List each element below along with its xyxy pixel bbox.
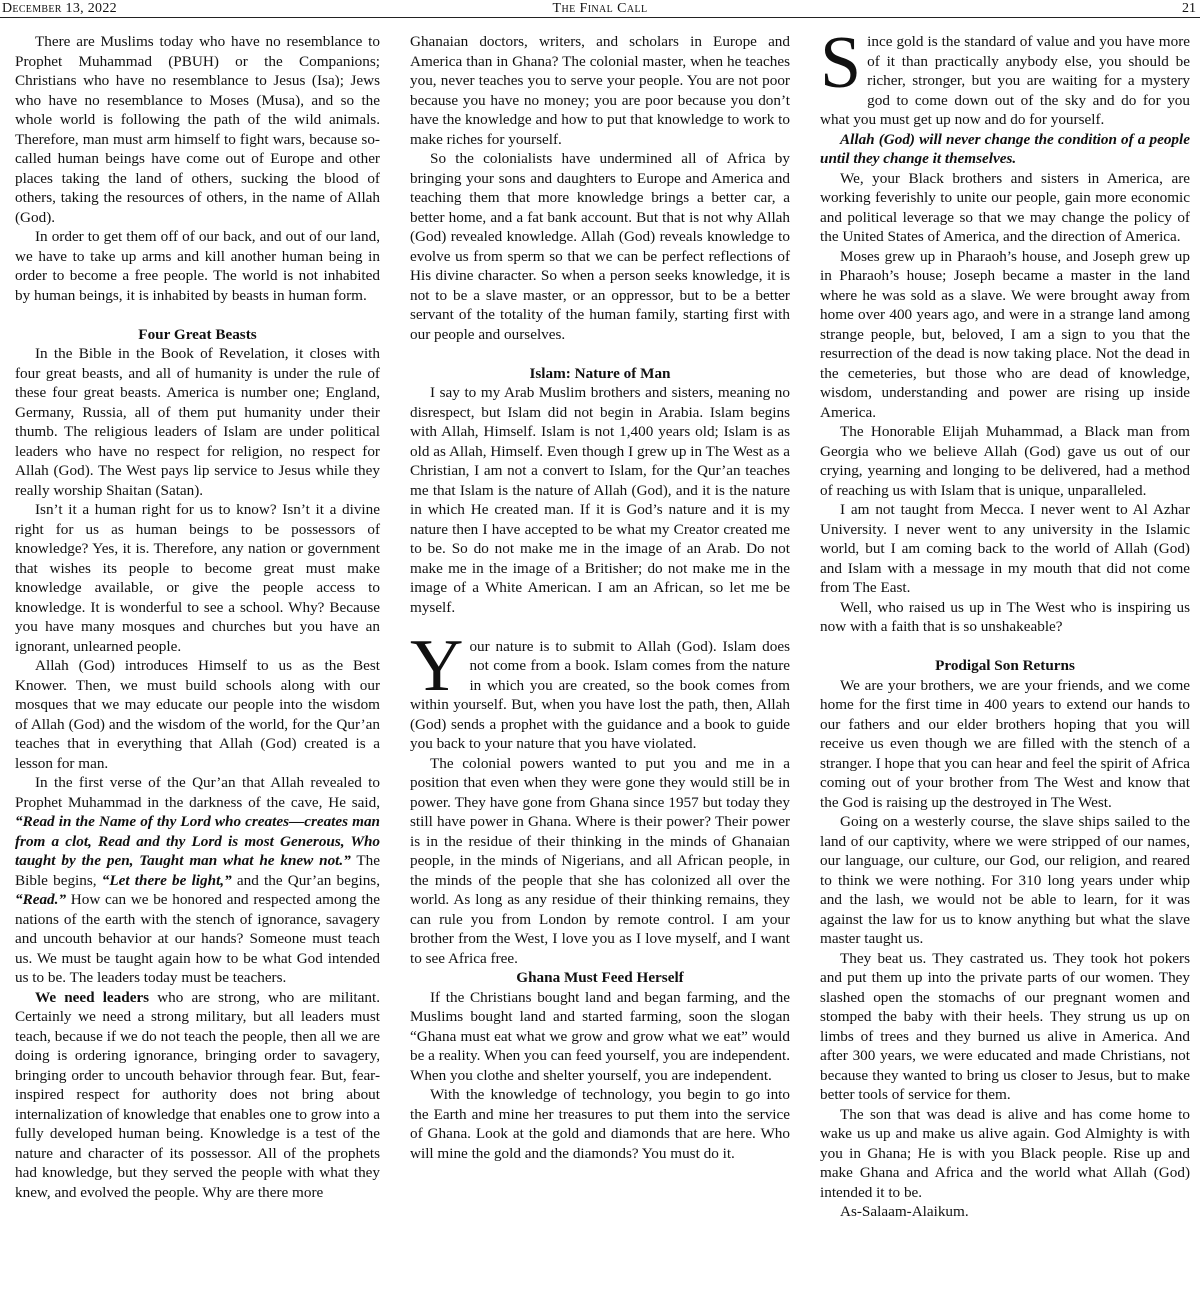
paragraph: We, your Black brothers and sisters in America, are working feverishly to unite our people, gain more economic and political leverage so that we may change the policy of the United States of America, and the direction of America. — [820, 169, 1190, 245]
text-run: who are strong, who are militant. Certainly we need a strong military, but all leaders must teach, because if we do not teach the people, then all we are doing is ordering ignorance, bringing order to savagery, bringing order to uncouth behavior through fear. But, fear-inspired respect for authority does not bring about internalization of knowledge that enables one to grow into a fully developed human being. Knowledge is a test of the nature and character of its possessor. All of the prophets had knowledge, but they served the people with what they knew, and evolved the people. Why are there more — [15, 988, 380, 1201]
text-run: The Bible begins, — [15, 852, 380, 889]
paragraph: I say to my Arab Muslim brothers and sisters, meaning no disrespect, but Islam did not begin in Arabia. Islam begins with Allah, Himself. Islam is not 1,400 years old; Islam is as old as Allah, Himself. Even though I grew up in The West as a Christian, I am not a convert to Islam, for the Qur’an teaches me that Islam is the nature of Allah (God), and it is the nature in which He created man. If it is God’s nature and it is my nature then I have accepted to be what my Creator created me to be. So do not make me in the image of an Arab. Do not make me in the image of a Britisher; do not make me in the image of a White American. I am an African, so let me be myself. — [410, 384, 790, 616]
column-2 — [410, 32, 790, 1163]
paragraph: The Honorable Elijah Muhammad, a Black man from Georgia who we believe Allah (God) gave us out of our crying, yearning and longing to be delivered, had a method of reaching us with Islam that is unique, unparalleled. — [820, 423, 1190, 499]
paragraph: If the Christians bought land and began farming, and the Muslims bought land and started farming, soon the slogan “Ghana must eat what we grow and grow what we eat” would be a reality. When you can feed yourself, you are independent. When you clothe and shelter yourself, you are independent. — [410, 988, 790, 1084]
text-run: In the first verse of the Qur’an that Allah revealed to Prophet Muhammad in the darkness of the cave, He said, — [15, 774, 380, 811]
section-heading: Prodigal Son Returns — [935, 657, 1075, 674]
paragraph: Isn’t it a human right for us to know? Isn’t it a divine right for us as human beings to be possessors of knowledge? Yes, it is. Therefore, any nation or government that wishes its people to become great must make knowledge available, or give the people access to knowledge. It is wonderful to see a school. Why? Because you have many mosques and churches but you have an ignorant, unlearned people. — [15, 501, 380, 655]
closing-salutation: As-Salaam-Alaikum. — [840, 1203, 969, 1220]
paragraph: Ghanaian doctors, writers, and scholars in Europe and America than in Ghana? The colonial master, when he teaches you, never teaches you to serve your people. You are not poor because you have no money; you are poor because you don’t have the knowledge and how to put that knowledge to work to make riches for yourself. — [410, 33, 790, 148]
paragraph — [15, 773, 380, 988]
text-run: ince gold is the standard of value and you have more of it than practically anybody else, you should be richer, stronger, but you are waiting for a mystery god to come down out of the sky and do for you what you must get up now and do for yourself. — [820, 33, 1190, 128]
lead-in: We need leaders — [35, 988, 150, 1006]
paragraph: The son that was dead is alive and has come home to wake us up and make us alive again. God Almighty is with you in Ghana; He is with you Black people. Rise up and make Ghana and Africa and the world what Allah (God) intended it to be. — [820, 1105, 1190, 1201]
quran-quote: “Read in the Name of thy Lord who creates—creates man from a clot, Read and thy Lord is most Generous, Who taught by the pen, Taught man what he knew not.” — [15, 813, 380, 869]
section-heading: Four Great Beasts — [138, 325, 257, 343]
paragraph: So the colonialists have undermined all of Africa by bringing your sons and daughters to Europe and America and teaching them that more knowledge brings a better car, a better home, and a fat bank account. But that is not why Allah (God) revealed knowledge. Allah (God) reveals knowledge to evolve us from sperm so that we can be perfect reflections of His divine character. So when a person seeks knowledge, it is not to be a slave master, or an oppressor, but to be a better servant of the totality of the human family, starting first with our people and ourselves. — [410, 150, 790, 343]
text-run: our nature is to submit to Allah (God). Islam does not come from a book. Islam comes from the nature in which you are created, so the book comes from within yourself. But, when you have lost the path, then, Allah (God) sends a prophet with the guidance and a book to guide you back to your nature that you have violated. — [410, 637, 790, 752]
paragraph — [820, 22, 1190, 130]
paragraph: There are Muslims today who have no resemblance to Prophet Muhammad (PBUH) or the Companions; Christians who have no resemblance to Jesus (Isa); Jews who have no resemblance to Moses (Musa), and so the whole world is following the path of the wild animals. Therefore, man must arm himself to fight wars, because so-called human beings have come out of Europe and other places taking the land of others, sucking the blood of others, taking the resources of others, in the name of Allah (God). — [15, 33, 380, 226]
text-run: How can we be honored and respected among the nations of the earth with the stench of ignorance, savagery and uncouth behavior at our hands? Someone must teach us. We must be taught again how to be what God intended us to be. The leaders today must be teachers. — [15, 891, 380, 986]
paragraph: Allah (God) introduces Himself to us as the Best Knower. Then, we must build schools along with our mosques that we may educate our people into the wisdom of Allah (God) and the wisdom of the world, for the Qur’an teaches that in everything that Allah (God) created is a lesson for man. — [15, 657, 380, 772]
paragraph: I am not taught from Mecca. I never went to Al Azhar University. I never went to any university in the Islamic world, but I am coming back to the world of Allah (God) and Islam with a message in my mouth that did not come from The East. — [820, 501, 1190, 596]
paragraph — [410, 624, 790, 754]
section-heading: Ghana Must Feed Herself — [516, 969, 684, 986]
bible-quote: “Let there be light,” — [101, 871, 232, 889]
column-1 — [15, 32, 380, 1202]
page-number: 21 — [1182, 1, 1196, 16]
paragraph: With the knowledge of technology, you begin to go into the Earth and mine her treasures to put them into the service of Ghana. Look at the gold and diamonds that are here. Who will mine the gold and the diamonds? You must do it. — [410, 1086, 790, 1162]
paragraph: Going on a westerly course, the slave ships sailed to the land of our captivity, where we were stripped of our names, our language, our culture, our God, our religion, and reared to think we were nothing. For 310 long years under whip and the lash, we would not be able to learn, for it was against the law for us to know anything but what the slave master taught us. — [820, 813, 1190, 947]
paragraph: In order to get them off of our back, and out of our land, we have to take up arms and kill another human being in order to become a free people. The world is not inhabited by human beings, it is inhabited by beasts in human form. — [15, 228, 380, 304]
pull-quote: Allah (God) will never change the condition of a people until they change it themselves. — [820, 130, 1190, 167]
publication-title: The Final Call — [552, 1, 648, 16]
paragraph: We are your brothers, we are your friends, and we come home for the first time in 400 years to extend our hands to our fathers and our elder brothers hoping that you will receive us even though we are filled with the stench of a stranger. I hope that you can hear and feel the spirit of Africa coming out of your brother from The West and know that the God is raising up the destroyed in The West. — [820, 676, 1190, 811]
paragraph — [15, 988, 380, 1203]
drop-cap: S — [820, 22, 862, 104]
text-run: and the Qur’an begins, — [231, 871, 380, 889]
masthead — [0, 0, 1200, 18]
paragraph: Well, who raised us up in The West who is inspiring us now with a faith that is so unshakeable? — [820, 598, 1190, 635]
quran-quote-read: “Read.” — [15, 891, 67, 908]
paragraph: They beat us. They castrated us. They took hot pokers and put them up into the private parts of our women. They slashed open the stomachs of our pregnant women and stomped the baby with their heels. They strung us up on limbs of trees and they burned us alive in America. And after 300 years, we were educated and made Christians, not because they wanted to bring us closer to Jesus, but to make better tools of service for them. — [820, 949, 1190, 1103]
issue-date: December 13, 2022 — [2, 1, 117, 16]
paragraph: The colonial powers wanted to put you and me in a position that even when they were gone they would still be in power. They have gone from Ghana since 1957 but today they still have power in Ghana. Where is their power? Their power is in the residue of their thinking in the minds of Ghanaian people, in the minds of Nigerians, and all African people, in the minds of the people that she has colonized all over the world. As long as any residue of their thinking remains, they can rule you from London by remote control. I am your brother from the West, I love you as I love myself, and I want to see Africa free. — [410, 754, 790, 967]
drop-cap: Y — [410, 624, 464, 707]
paragraph: Moses grew up in Pharaoh’s house, and Joseph grew up in Pharaoh’s house; Joseph became a master in the land where he was sold as a slave. We were brought away from home over 400 years ago, and were in a strange land among strange people, but, beloved, I am a sign to you that the resurrection of the dead is now taking place. Not the dead in the cemeteries, but those who are dead of knowledge, wisdom, understanding and power are rising up inside America. — [820, 247, 1190, 421]
section-heading: Islam: Nature of Man — [529, 364, 671, 382]
paragraph: In the Bible in the Book of Revelation, it closes with four great beasts, and all of humanity is under the rule of these four great beasts. America is number one; England, Germany, Russia, all of them put humanity under their thumb. The religious leaders of Islam are under political leaders who have no respect for religion, no respect for Allah (God). The West pays lip service to Jesus while they really worship Shaitan (Satan). — [15, 345, 380, 499]
column-3 — [820, 22, 1190, 1222]
